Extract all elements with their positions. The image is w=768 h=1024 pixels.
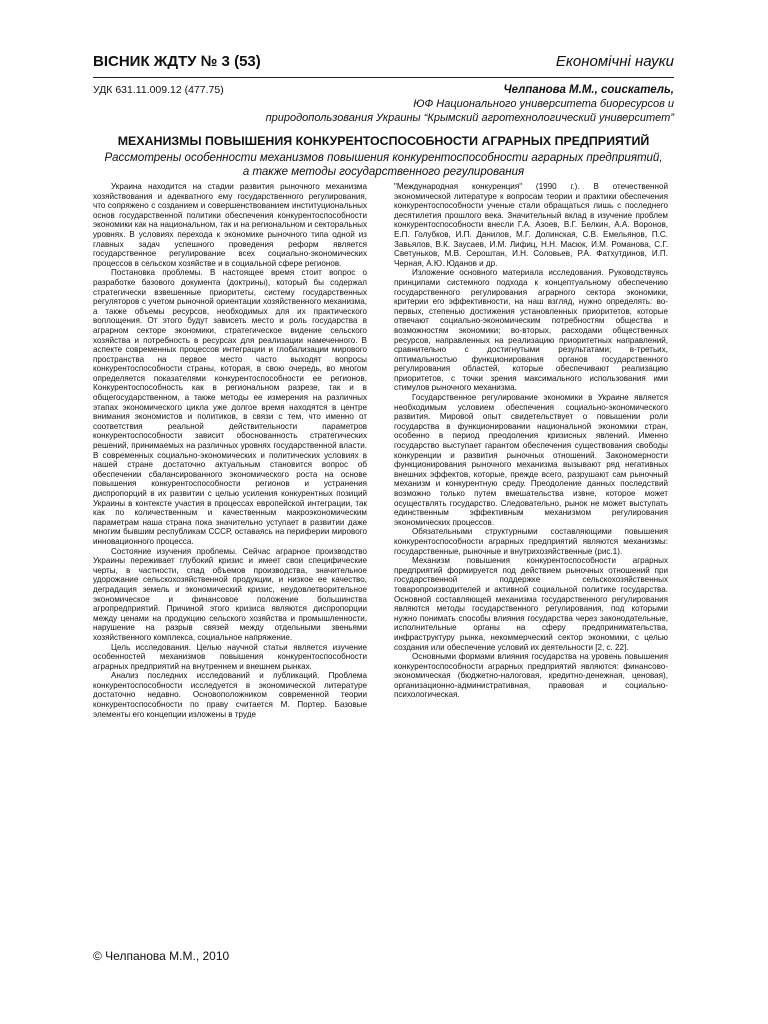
abstract-line: а также методы государственного регулирования	[242, 166, 525, 178]
article-title: МЕХАНИЗМЫ ПОВЫШЕНИЯ КОНКУРЕНТОСПОСОБНОСТИ АГРАРНЫХ ПРЕДПРИЯТИЙ	[117, 134, 650, 148]
paragraph: Цель исследования. Целью научной статьи является изучение особенностей механизмов повышения конкурентоспособности аграрных предприятий на внутреннем и внешнем рынках.	[93, 642, 367, 671]
abstract-line: Рассмотрены особенности механизмов повышения конкурентоспособности аграрных предприятий,	[104, 152, 663, 164]
page-header	[93, 52, 674, 76]
paragraph: Постановка проблемы. В настоящее время стоит вопрос о разработке базового документа (доктрины), который бы содержал стратегически взвешенные приоритеты, систему государственных регуляторов с учетом рыночной ориентации хозяйственного механизма, а также объемы ресурсов, необходимых для их практического воплощения. От этого будут зависеть место и роль государства в аграрном секторе экономики, стратегическое видение сельского хозяйства и потребность в ресурсах для реализации намеченного. В аспекте современных процессов интеграции и глобализации мирового пространства на первое место часто выходят вопросы конкурентоспособности страны, которая, в свою очередь, во многом определяется показателями конкурентоспособности ее регионов. Конкурентоспособность как в региональном разрезе, так и в общегосударственном, а также методы ее измерения на различных этапах экономического цикла уже долгое время находятся в центре внимания экономистов и политиков, в связи с тем, что именно от соответствия реальной действительности параметров конкурентоспособности зависит обоснованность стратегических решений, принимаемых на различных уровнях государственной власти. В современных социально-экономических и политических условиях в нашей стране достаточно актуальным становится вопрос об обеспечении сбалансированного экономического роста на основе повышения конкурентоспособности регионов и устранения диспропорций в их развитии с целью усиления конкурентных позиций Украины в контексте участия в процессах европейской интеграции, так как по количественным и качественным макроэкономическим параметрам наша страна пока значительно уступает в развитии даже многим бывшим республикам СССР, оставаясь на периферии мирового инновационного процесса.	[93, 268, 367, 546]
right-column	[394, 182, 668, 700]
paragraph: Украина находится на стадии развития рыночного механизма хозяйствования и адекватного ему государственного регулирования, что сопряжено с созданием и совершенствованием институциональных основ государственной политики обеспечения конкурентоспособности экономики как на национальном, так и на региональном и секторальных уровнях. В условиях перехода к экономике рыночного типа одной из главных задач успешного проведения реформ является государственное регулирование всех социально-экономических процессов в сельском хозяйстве и в социальной сфере регионов.	[93, 182, 367, 268]
copyright-footer: © Челпанова М.М., 2010	[93, 949, 230, 963]
affiliation	[154, 97, 674, 125]
paragraph: Изложение основного материала исследования. Руководствуясь принципами системного подхода к концептуальному обеспечению государственного регулирования аграрного сектора экономики, критерии его эффективности, на наш взгляд, нужно определять: во-первых, степенью достижения установленных приоритетов, которые отвечают социально-экономическим потребностям общества и возможностям экономики; во-вторых, расходами общественных ресурсов, направленных на реализацию приоритетных направлений, сравнительно с достигнутыми результатами; в-третьих, оптимальностью функционирования органов государственного регулирования областей, которые обеспечивают реализацию приоритетов, с точки зрения максимального использования ими стимулов рыночного механизма.	[394, 268, 668, 393]
paragraph: Состояние изучения проблемы. Сейчас аграрное производство Украины переживает глубокий кризис и имеет свои специфические черты, в частности, спад объемов производства, значительное удорожание сельскохозяйственной продукции, и низкое ее качество, деградация земель и экономический кризис, неудовлетворительное экономическое и финансовое положение большинства агропредприятий. Причиной этого кризиса являются диспропорции между ценами на продукцию сельского хозяйства и промышленности, нарушение на разрыв связей между отдельными звеньями хозяйственного комплекса, социальное напряжение.	[93, 546, 367, 642]
header-rule	[93, 77, 674, 78]
abstract	[93, 151, 674, 179]
left-column	[93, 182, 367, 719]
paragraph: Обязательными структурными составляющими повышения конкурентоспособности аграрных предприятий являются механизмы: государственные, рыночные и внутрихозяйственные (рис.1).	[394, 527, 668, 556]
paragraph: "Международная конкуренция" (1990 г.). В отечественной экономической литературе к вопросам теории и практики обеспечения конкурентоспособности ученые стали обращаться лишь с последнего десятилетия прошлого века. Значительный вклад в изучение проблем конкурентоспособности внесли Г.А. Азоев, В.Г. Белкин, А.А. Воронов, Е.П. Голубков, И.П. Данилов, М.Г. Долинская, С.В. Емельянов, П.С. Завьялов, В.К. Заусаев, И.М. Лифиц, Н.Н. Масюк, И.М. Романова, С.Г. Светуньков, М.В. Сероштан, И.Н. Соловьев, Р.А. Фатхутдинов, И.П. Черная, А.Ю. Юданов и др.	[394, 182, 668, 268]
paragraph: Анализ последних исследований и публикаций. Проблема конкурентоспособности исследуется в экономической литературе достаточно недавно. Основоположником современной теории конкурентоспособности по праву считается М. Портер. Базовые элементы его концепции изложены в труде	[93, 671, 367, 719]
affiliation-line: ЮФ Национального университета биоресурсов и	[413, 98, 674, 110]
affiliation-line: природопользования Украины “Крымский агротехнологический университет”	[265, 112, 674, 124]
author: Челпанова М.М., соискатель,	[503, 84, 674, 96]
journal-title: ВІСНИК ЖДТУ № 3 (53)	[93, 53, 261, 70]
udc-code: УДК 631.11.009.12 (477.75)	[93, 84, 224, 96]
journal-section: Економічні науки	[555, 53, 674, 70]
paragraph: Основными формами влияния государства на уровень повышения конкурентоспособности аграрных предприятий являются: финансово-экономическая (бюджетно-налоговая, кредитно-денежная, ценовая), организационно-административная, правовая и социально-психологическая.	[394, 652, 668, 700]
paragraph: Механизм повышения конкурентоспособности аграрных предприятий формируется под действием рыночных отношений при государственной поддержке сельскохозяйственных товаропроизводителей и активной социальной политике государства. Основной составляющей механизма государственного регулирования являются методы государственного регулирования, под которыми нужно понимать способы влияния государства через законодательные, исполнительные органы на сферу предпринимательства, инфраструктуру рынка, некоммерческий сектор экономики, с целью создания или обеспечение условий их деятельности [2, с. 22].	[394, 556, 668, 652]
paragraph: Государственное регулирование экономики в Украине является необходимым условием обеспечения социально-экономического развития. Мировой опыт свидетельствует о повышении роли государства в функционировании национальной экономики стран, особенно в период преодоления кризисных явлений. Именно государство выступает гарантом обеспечения существования свободы конкуренции и развития рыночных отношений. Закономерности функционирования рыночного механизма вызывают ряд негативных внешних эффектов, которые, прежде всего, разрушают сам рыночный механизм и конкурентную среду. Преодоление данных последствий возможно только путем вмешательства извне, которое может осуществлять государство. Следовательно, рынок не может выступать единственным эффективным механизмом регулирования экономических процессов.	[394, 393, 668, 527]
